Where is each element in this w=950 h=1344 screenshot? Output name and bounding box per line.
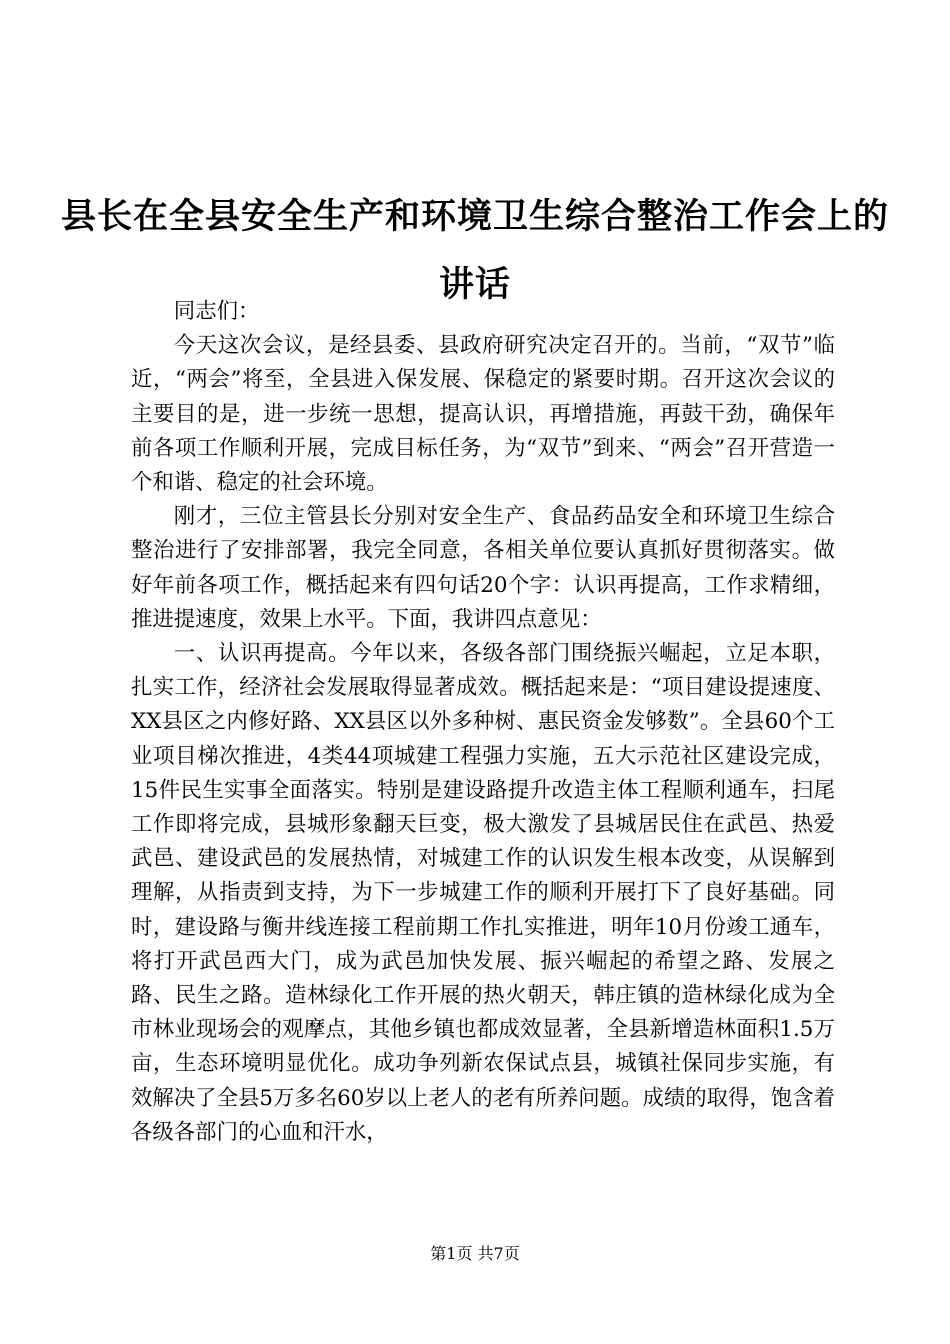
body-paragraph-1: 今天这次会议，是经县委、县政府研究决定召开的。当前，“双节”临近，“两会”将至，全县进入保发展、保稳定的紧要时期。召开这次会议的主要目的是，进一步统一思想，提高认识，再增措施，再鼓干劲，确保年前各项工作顺利开展，完成目标任务，为“双节”到来、“两会”召开营造一个和谐、稳定的社会环境。 [131,333,835,496]
body-paragraph-2: 刚才，三位主管县长分别对安全生产、食品药品安全和环境卫生综合整治进行了安排部署，我完全同意，各相关单位要认真抓好贯彻落实。做好年前各项工作，概括起来有四句话20个字：认识再提高，工作求精细，推进提速度，效果上水平。下面，我讲四点意见： [131,504,835,632]
salutation-paragraph: 同志们： [173,299,260,324]
document-title: 县长在全县安全生产和环境卫生综合整治工作会上的讲话 [60,196,889,305]
document-body [131,295,835,1150]
page-footer: 第1页 共7页 [430,1244,520,1263]
body-paragraph-3: 一、认识再提高。今年以来，各级各部门围绕振兴崛起，立足本职，扎实工作，经济社会发展取得显著成效。概括起来是：“项目建设提速度、XX县区之内修好路、XX县区以外多种树、惠民资金发够数”。全县60个工业项目梯次推进，4类44项城建工程强力实施，五大示范社区建设完成，15件民生实事全面落实。特别是建设路提升改造主体工程顺利通车，扫尾工作即将完成，县城形象翻天巨变，极大激发了县城居民住在武邑、热爱武邑、建设武邑的发展热情，对城建工作的认识发生根本改变，从误解到理解，从指责到支持，为下一步城建工作的顺利开展打下了良好基础。同时，建设路与衡井线连接工程前期工作扎实推进，明年10月份竣工通车，将打开武邑西大门，成为武邑加快发展、振兴崛起的希望之路、发展之路、民生之路。造林绿化工作开展的热火朝天，韩庄镇的造林绿化成为全市林业现场会的观摩点，其他乡镇也都成效显著，全县新增造林面积1.5万亩，生态环境明显优化。成功争列新农保试点县，城镇社保同步实施，有效解决了全县5万多名60岁以上老人的老有所养问题。成绩的取得，饱含着各级各部门的心血和汗水， [131,641,835,1145]
